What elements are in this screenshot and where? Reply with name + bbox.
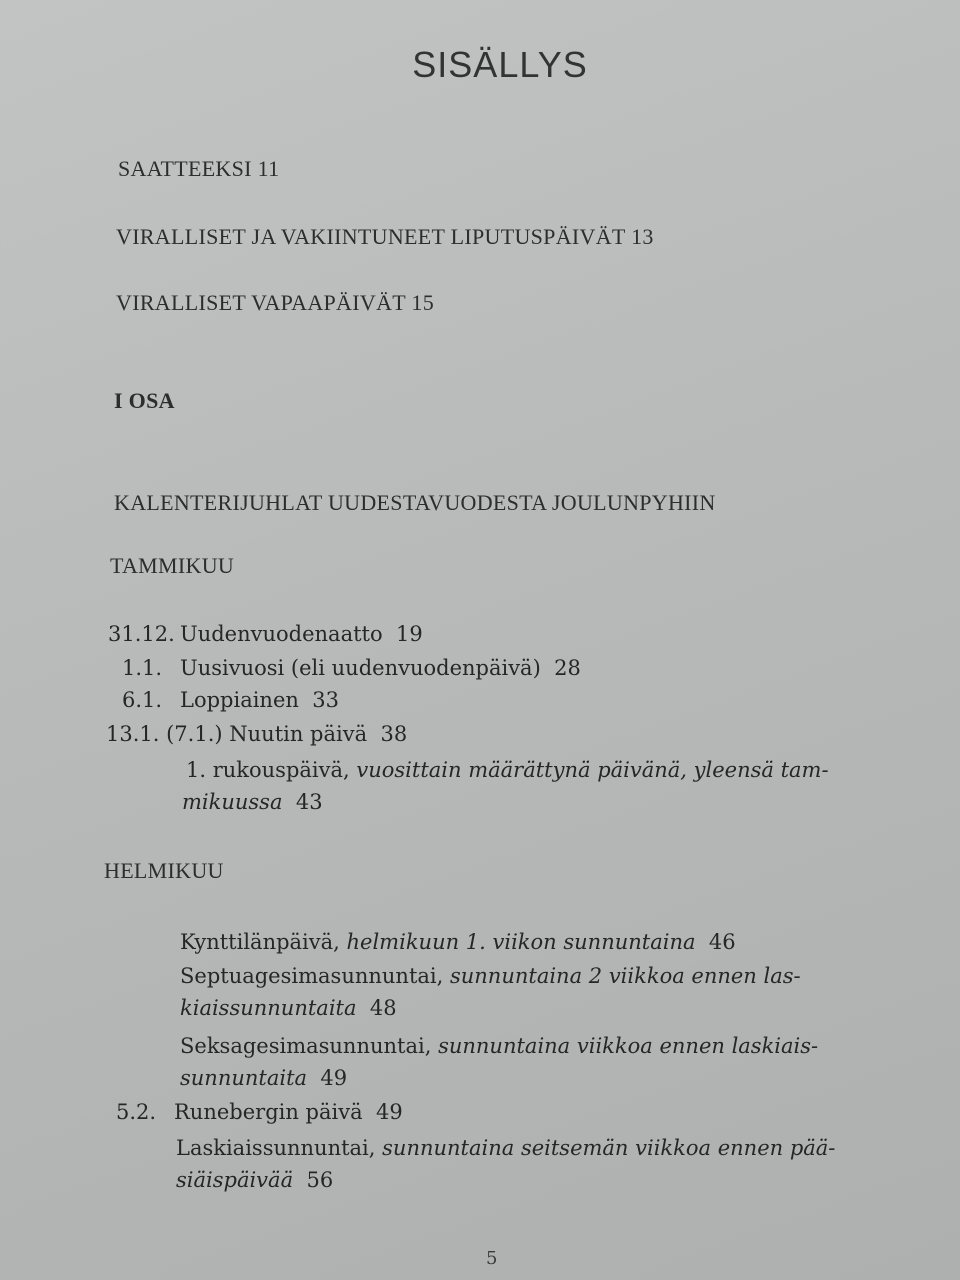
entry-text: Kynttilänpäivä,: [180, 930, 340, 954]
toc-entry-label: VIRALLISET VAPAAPÄIVÄT: [116, 290, 406, 315]
entry-description: mikuussa: [182, 790, 283, 814]
entry-description: siäispäivää: [176, 1168, 294, 1192]
entry-page: 19: [395, 622, 423, 646]
toc-entry-page: 15: [411, 290, 435, 315]
entry-text: Uusivuosi (eli uudenvuodenpäivä): [180, 656, 541, 680]
entry-page: 38: [380, 722, 408, 746]
entry-page: 49: [320, 1066, 348, 1090]
toc-entry-label: VIRALLISET JA VAKIINTUNEET LIPUTUSPÄIVÄT: [116, 224, 626, 249]
entry-description: sunnuntaina viikkoa ennen laskiais-: [438, 1034, 819, 1058]
entry-page: 33: [312, 688, 339, 712]
entry-description: sunnuntaina seitsemän viikkoa ennen pää-: [382, 1136, 836, 1160]
entry-text: Septuagesimasunnuntai,: [180, 964, 444, 988]
toc-entry-liputuspaivat: [116, 224, 654, 250]
toc-entry-page: 13: [631, 224, 654, 249]
entry-description: sunnuntaita: [180, 1066, 308, 1090]
entry-text: Laskiaissunnuntai,: [176, 1136, 376, 1160]
entry-text: Loppiainen: [180, 688, 299, 712]
month-heading-helmikuu: HELMIKUU: [104, 858, 224, 883]
toc-entry-page: 11: [257, 156, 280, 181]
entry-page: 48: [369, 996, 397, 1020]
entry-date: 1.1.: [122, 656, 163, 680]
entry-page: 43: [295, 790, 323, 814]
entry-text: Runebergin päivä: [174, 1100, 363, 1124]
page-number: 5: [486, 1248, 498, 1269]
entry-page: 56: [306, 1168, 334, 1192]
page-title: SISÄLLYS: [412, 44, 588, 85]
entry-text: Nuutin päivä: [229, 722, 368, 746]
entry-text: Uudenvuodenaatto: [180, 622, 383, 646]
part-label: I OSA: [114, 388, 175, 413]
entry-date: 13.1. (7.1.): [106, 722, 223, 746]
entry-page: 49: [375, 1100, 403, 1124]
month-heading-tammikuu: TAMMIKUU: [110, 553, 235, 578]
entry-description: kiaissunnuntaita: [180, 996, 357, 1020]
entry-description: helmikuun 1. viikon sunnuntaina: [346, 930, 696, 954]
entry-description: sunnuntaina 2 viikkoa ennen las-: [449, 964, 801, 988]
toc-entry-saatteeksi: [118, 156, 279, 182]
entry-page: 28: [554, 656, 581, 680]
entry-date: 5.2.: [116, 1100, 157, 1124]
toc-entry-label: SAATTEEKSI: [118, 156, 252, 181]
toc-entry-vapaapaivat: [116, 290, 434, 316]
section-title: KALENTERIJUHLAT UUDESTAVUODESTA JOULUNPYHIIN: [114, 490, 716, 515]
entry-text: Seksagesimasunnuntai,: [180, 1034, 432, 1058]
entry-page: 46: [708, 930, 736, 954]
entry-text: 1. rukouspäivä,: [186, 758, 350, 782]
entry-date: 6.1.: [122, 688, 163, 712]
entry-description: vuosittain määrättynä päivänä, yleensä tam-: [356, 758, 829, 782]
entry-date: 31.12.: [108, 622, 175, 646]
